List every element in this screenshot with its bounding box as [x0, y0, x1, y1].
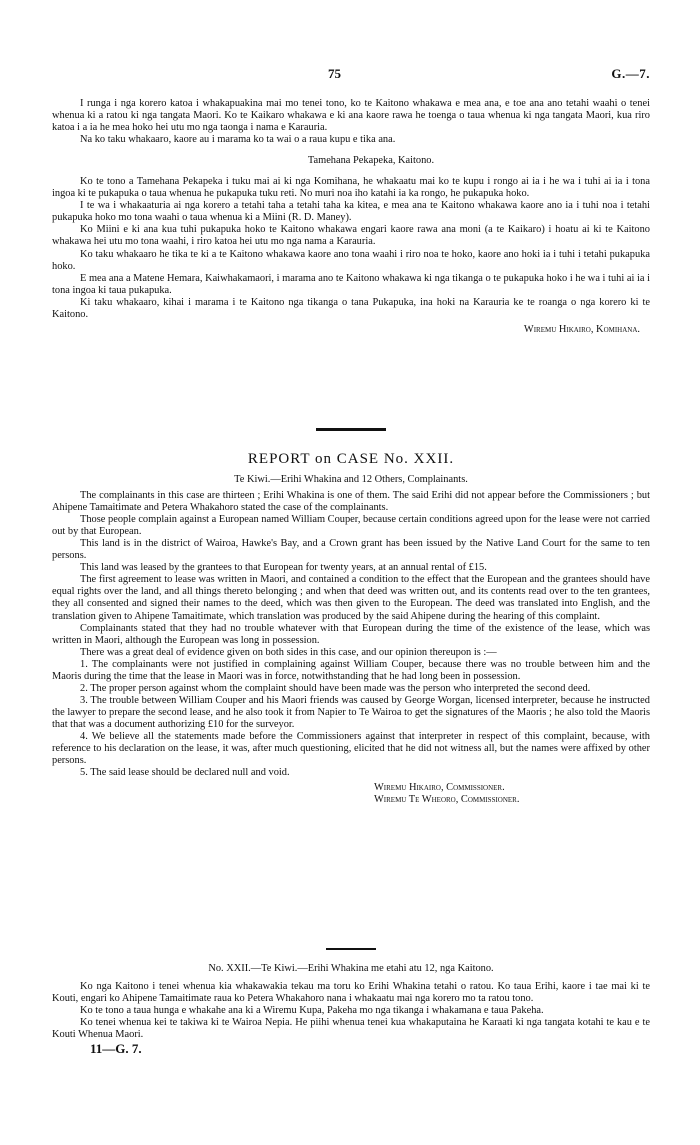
list-item: 5. The said lease should be declared null and void. — [80, 767, 290, 779]
paragraph: The complainants in this case are thirteen ; Erihi Whakina is one of them. The said Erihi did not appear before the Commissioners ; but Ahipene Tamaitimate and Petera Whakahoro stated the case of the complainants. — [52, 490, 650, 514]
list-item: 2. The proper person against whom the complaint should have been made was the person who interpreted the second deed. — [80, 682, 591, 694]
paragraph: Complainants stated that they had no trouble whatever with that European during the time of the existence of the lease, which was written in Maori, although the European was long in possession. — [52, 622, 650, 646]
case-subtitle: Te Kiwi.—Erihi Whakina and 12 Others, Complainants. — [234, 474, 468, 485]
list-item: 3. The trouble between William Couper and his Maori friends was caused by George Worgan, licensed interpreter, because he instructed the lawyer to prepare the second lease, and he also took it from Napier to Te Wairoa to get the signatures of the Maoris ; he also told the Maoris that that was a document authorizing £10 for the surveyor. — [52, 694, 650, 730]
paragraph: This land was leased by the grantees to that European for twenty years, at an annual rental of £15. — [80, 562, 487, 574]
paragraph: Ko te tono a Tamehana Pekapeka i tuku mai ai ki nga Komihana, he whakaatu mai ko te kupu i rongo ai ia i he wa i tuhi ai ia i tona ingoa ki te pukapuka o taua whenua he pukapuka tuku reti. No muri noa iho katahi ia ka rongo, he pukapuka hoko. — [52, 176, 650, 200]
paragraph: Ko taku whakaaro he tika te ki a te Kaitono whakawa kaore ano tona waahi i riro noa te hoko, kaore ano hoki ia i tuhi i tetahi pukapuka hoko. — [52, 248, 650, 272]
report-section — [52, 450, 650, 806]
paragraph: Na ko taku whakaaro, kaore au i marama ko ta wai o a raua kupu e tika ana. — [80, 134, 396, 146]
paragraph: Ko Miini e ki ana kua tuhi pukapuka hoko te Kaitono whakawa engari kaore rawa ana moni (a te Kaikaro) i hoatu ai ki te Kaitono whakawa hei utu mo tona waahi, i riro katoa hei utu mo nga nama a Karauria. — [52, 224, 650, 248]
list-item: 1. The complainants were not justified in complaining against William Couper, because there was no trouble between him and the Maoris during the time that the lease in Maori was in force, notwithstanding that he had long been in possession. — [52, 658, 650, 682]
paragraph: Ko nga Kaitono i tenei whenua kia whakawakia tekau ma toru ko Erihi Whakina tetahi o ratou. Ko taua Erihi, kaore i tae mai ki te Kouti, engari ko Ahipene Tamaitimate raua ko Petera Whakahoro nana i whakaatu mai nga korero mo ta ratou tono. — [52, 981, 650, 1005]
divider — [52, 948, 650, 950]
paragraph: I runga i nga korero katoa i whakapuakina mai mo tenei tono, ko te Kaitono whakawa e mea ana, e toe ana ano tetahi waahi o tenei whenua ki a ratou ki nga tangata Maori. Ko te Kaikaro whakawa e ki ana kaore rawa he toenga o taua whenua ki nga tangata Maori, kua riro katoa i a ia he mea hoko hei utu mo nga taonga i nama e Karauria. — [52, 98, 650, 134]
maori-case-section — [52, 963, 650, 1055]
page-number: 75 — [328, 66, 341, 81]
document-reference: G.—7. — [611, 66, 650, 81]
commissioner-signature: Wiremu Te Wheoro, Commissioner. — [374, 794, 520, 806]
page-footer-signature: 11—G. 7. — [90, 1041, 142, 1057]
report-title: REPORT on CASE No. XXII. — [247, 451, 455, 467]
commissioner-signature: Wiremu Hikairo, Commissioner. — [374, 782, 505, 794]
paragraph: Those people complain against a European named William Couper, because certain conditions agreed upon for the lease were not carried out by that European. — [52, 514, 650, 538]
paragraph: Ko te tono a taua hunga e whakahe ana ki a Wiremu Kupa, Pakeha mo nga tikanga i whakamana e taua Pakeha. — [80, 1005, 544, 1017]
commissioner-signatures — [374, 782, 650, 806]
paragraph: There was a great deal of evidence given on both sides in this case, and our opinion thereupon is :— — [80, 646, 497, 658]
paragraph: This land is in the district of Wairoa, Hawke's Bay, and a Crown grant has been issued by the Native Land Court for the same to ten persons. — [52, 538, 650, 562]
case-heading: No. XXII.—Te Kiwi.—Erihi Whakina me etahi atu 12, nga Kaitono. — [208, 963, 494, 974]
paragraph: The first agreement to lease was written in Maori, and contained a condition to the effect that the European and the grantees should have equal rights over the land, and all things thereto belonging ; and when that deed was written out, and its contents read over to the ten grantees, they all consented and signed their names to the deed, which was then given to the European. The deed was translated into English, and the translation given to Ahipene Tamaitimate, which translation was produced by the said Ahipene during the hearing of this complaint. — [52, 574, 650, 622]
divider — [52, 428, 650, 431]
commissioner-signature: Wiremu Hikairo, Komihana. — [523, 323, 640, 335]
page-header — [0, 68, 700, 84]
paragraph: Ki taku whakaaro, kihai i marama i te Kaitono nga tikanga o tana Pukapuka, ina hoki na Karauria ke te roanga o nga korero ki te Kaitono. — [52, 296, 650, 320]
paragraph: E mea ana a Matene Hemara, Kaiwhakamaori, i marama ano te Kaitono whakawa ki nga tikanga o te pukapuka hoko i he wa i tuhi ai ia i tona ingoa ki taua pukapuka. — [52, 272, 650, 296]
maori-petition-section — [52, 98, 650, 336]
petitioner-signature: Tamehana Pekapeka, Kaitono. — [307, 155, 435, 167]
paragraph: I te wa i whakaaturia ai nga korero a tetahi taha a tetahi taha ka kitea, e mea ana te Kaitono whakawa kaore ano ia i tuhi noa i tetahi pukapuka hoko mo tona waahi o taua whenua ki a Miini (R. D. Maney). — [52, 200, 650, 224]
paragraph: Ko tenei whenua kei te takiwa ki te Wairoa Nepia. He piihi whenua tenei kua whakaputaina he Karaati ki nga tangata kotahi te kau e te Kouti Whenua Maori. — [52, 1017, 650, 1041]
list-item: 4. We believe all the statements made before the Commissioners against that interpreter in respect of this complaint, because, with reference to his declaration on the lease, it was, after much questioning, elicited that he did not witness all, but the names were affixed by other persons. — [52, 730, 650, 767]
